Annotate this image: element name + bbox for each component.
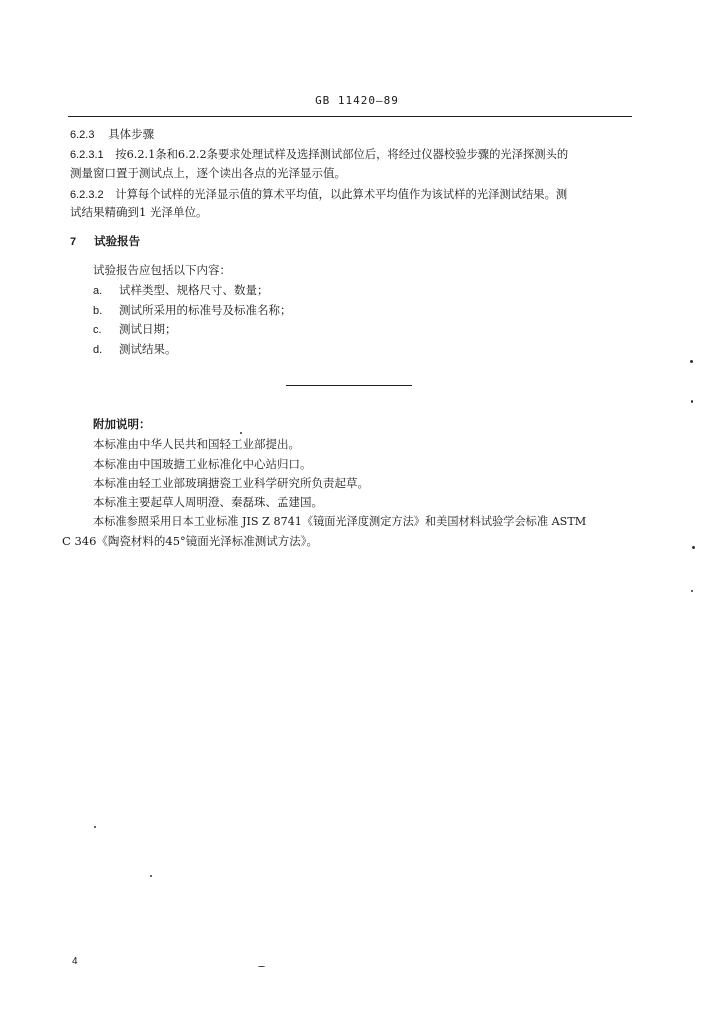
end-of-text-rule xyxy=(286,385,412,386)
step-6-2-3-1-line1 xyxy=(70,146,568,163)
notes-line: C 346《陶瓷材料的45°镜面光泽标准测试方法》。 xyxy=(62,534,319,548)
scan-speck xyxy=(692,546,695,549)
scan-speck xyxy=(258,966,265,967)
section-7-heading xyxy=(70,233,140,250)
step-number: 6.2.3.1 xyxy=(70,149,104,161)
page-number: 4 xyxy=(72,956,78,967)
item-marker: a. xyxy=(93,285,103,297)
scan-speck xyxy=(94,826,96,828)
step-number: 6.2.3.2 xyxy=(70,189,104,201)
item-marker: d. xyxy=(93,344,103,356)
scan-speck xyxy=(240,432,242,434)
notes-line: 本标准由中华人民共和国轻工业部提出。 xyxy=(93,437,300,451)
notes-line: 本标准参照采用日本工业标准 JIS Z 8741《镜面光泽度测定方法》和美国材料试验学会标准 ASTM xyxy=(93,515,587,528)
step-6-2-3-2-line1 xyxy=(70,186,567,203)
notes-title: 附加说明： xyxy=(93,417,151,431)
item-text: 测试结果。 xyxy=(119,342,177,356)
notes-line: 本标准由中国玻搪工业标准化中心站归口。 xyxy=(93,457,312,471)
scan-speck xyxy=(150,875,152,877)
item-marker: b. xyxy=(93,305,103,317)
scan-speck xyxy=(691,590,693,592)
section-title: 具体步骤 xyxy=(108,127,155,141)
item-marker: c. xyxy=(93,324,102,336)
section-title: 试验报告 xyxy=(94,234,141,248)
scan-speck xyxy=(690,360,693,363)
section-number: 6.2.3 xyxy=(70,129,95,141)
report-intro: 试验报告应包括以下内容： xyxy=(93,263,231,277)
report-item xyxy=(93,302,292,319)
header-rule xyxy=(68,116,632,117)
scan-speck xyxy=(691,400,693,403)
item-text: 测试所采用的标准号及标准名称； xyxy=(119,303,292,317)
report-item xyxy=(93,282,269,299)
standard-code-header: GB 11420—89 xyxy=(315,94,399,107)
step-6-2-3-1-line2: 测量窗口置于测试点上，逐个读出各点的光泽显示值。 xyxy=(70,166,346,180)
report-item xyxy=(93,341,177,358)
item-text: 测试日期； xyxy=(119,322,177,336)
section-6-2-3-heading xyxy=(70,126,154,143)
notes-line: 本标准主要起草人周明澄、秦磊珠、孟建国。 xyxy=(93,495,323,509)
item-text: 试样类型、规格尺寸、数量； xyxy=(119,283,269,297)
step-text: 按6.2.1条和6.2.2条要求处理试样及选择测试部位后，将经过仪器校验步骤的光泽探测头的 xyxy=(115,148,569,161)
step-text: 计算每个试样的光泽显示值的算术平均值，以此算术平均值作为该试样的光泽测试结果。测 xyxy=(115,188,568,201)
notes-line: 本标准由轻工业部玻璃搪瓷工业科学研究所负责起草。 xyxy=(93,476,369,490)
section-number: 7 xyxy=(70,236,77,248)
step-6-2-3-2-line2: 试结果精确到1 光泽单位。 xyxy=(70,205,208,219)
report-item xyxy=(93,321,177,338)
